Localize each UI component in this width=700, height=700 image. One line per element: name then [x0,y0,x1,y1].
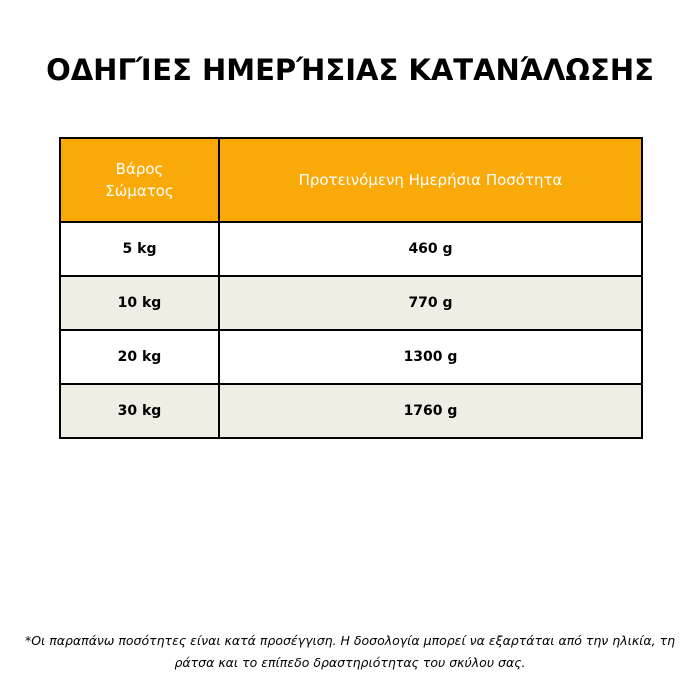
cell-weight: 30 kg [60,384,219,438]
cell-amount: 770 g [219,276,642,330]
table-row [60,384,642,438]
cell-amount: 1300 g [219,330,642,384]
feeding-guide-table [59,137,643,439]
cell-weight: 10 kg [60,276,219,330]
page-title: ΟΔΗΓΊΕΣ ΗΜΕΡΉΣΙΑΣ ΚΑΤΑΝΆΛΩΣΗΣ [46,53,654,87]
header-daily-amount: Προτεινόμενη Ημερήσια Ποσότητα [219,138,642,222]
cell-weight: 5 kg [60,222,219,276]
table-header-row [60,138,642,222]
table-row [60,222,642,276]
cell-amount: 460 g [219,222,642,276]
footnote: *Οι παραπάνω ποσότητες είναι κατά προσέγγιση. Η δοσολογία μπορεί να εξαρτάται από την ηλικία, τη ράτσα και το επίπεδο δραστηριότητας του σκύλου σας. [24,633,676,670]
cell-amount: 1760 g [219,384,642,438]
header-body-weight [60,138,219,222]
table-row [60,330,642,384]
cell-weight: 20 kg [60,330,219,384]
header-body-weight-label: Βάρος Σώματος [105,160,174,200]
table-row [60,276,642,330]
